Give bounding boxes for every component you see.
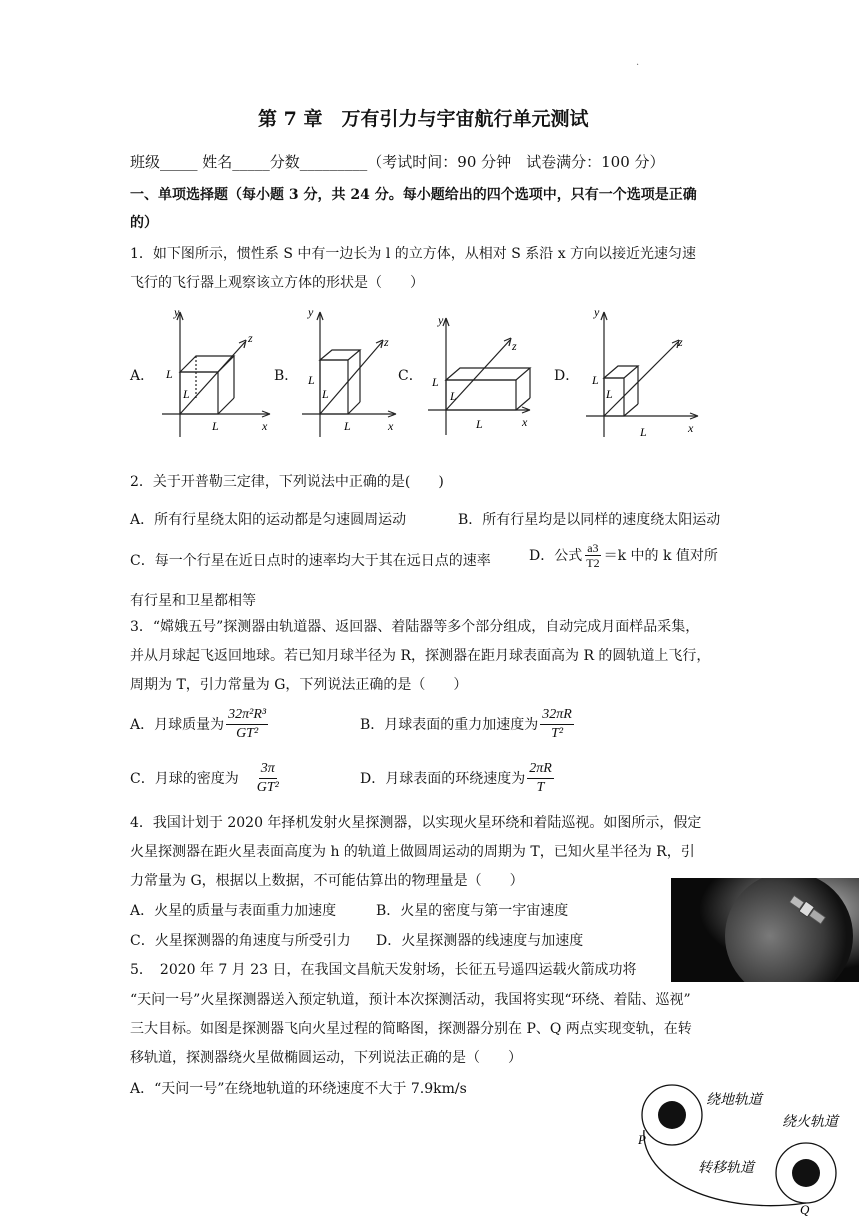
q1-figure-a [150, 302, 275, 442]
q3-option-a[interactable] [130, 706, 270, 743]
q3d-den: T [536, 780, 545, 795]
q1-option-b-label[interactable]: B． [274, 368, 299, 384]
q1c-l-depth: L [450, 389, 457, 403]
point-p-label: P [638, 1132, 646, 1147]
q3-option-a-text: A．月球质量为 [130, 716, 225, 733]
q2-option-d-cont: 有行星和卫星都相等 [130, 593, 256, 609]
q1b-l-depth: L [322, 387, 329, 401]
q2-kepler-fraction [584, 541, 601, 570]
q1d-l-depth: L [606, 387, 613, 401]
q2-option-d[interactable] [529, 541, 718, 570]
q2-option-c[interactable]: C．每一个行星在近日点时的速率均大于其在远日点的速率 [130, 553, 491, 569]
q1a-l-depth: L [183, 387, 190, 401]
q2-option-d-post: ＝k 中的 k 值对所 [603, 547, 718, 564]
q1c-l-label: L [432, 375, 439, 389]
q5-option-a[interactable]: A．“天问一号”在绕地轨道的环绕速度不大于 7.9km/s [130, 1081, 467, 1097]
q3-option-c-fraction [255, 760, 281, 797]
q5-stem-cont2: 三大目标。如图是探测器飞向火星过程的简略图，探测器分别在 P、Q 两点实现变轨，在转 [130, 1021, 692, 1037]
q1-figure-b [294, 302, 404, 442]
q1-figure-c [418, 310, 538, 440]
page-title: 第 7 章 万有引力与宇宙航行单元测试 [258, 108, 589, 130]
q1b-x-label: x [388, 419, 394, 433]
q2-frac-den: T2 [586, 556, 600, 570]
q1a-y-label: y [174, 305, 180, 319]
q2-option-b[interactable]: B．所有行星均是以同样的速度绕太阳运动 [458, 512, 721, 528]
q4-stem-cont2: 力常量为 G，根据以上数据，不可能估算出的物理量是（ ） [130, 873, 524, 889]
q1a-z-label: z [248, 331, 253, 345]
q5-stem: 5． 2020 年 7 月 23 日，在我国文昌航天发射场，长征五号遥四运载火箭成功将 [130, 962, 637, 978]
q3a-den: GT² [236, 726, 259, 741]
q1-stem: 1．如下图所示，惯性系 S 中有一边长为 l 的立方体，从相对 S 系沿 x 方向以接近光速匀速 [130, 246, 697, 262]
q2-stem: 2．关于开普勒三定律，下列说法中正确的是( ) [130, 474, 444, 490]
q3c-num: 3π [259, 760, 277, 779]
q1b-l-label: L [308, 373, 315, 387]
q4-option-a[interactable]: A．火星的质量与表面重力加速度 [130, 903, 337, 919]
q3-option-d-fraction [527, 760, 554, 797]
q2-option-a[interactable]: A．所有行星绕太阳的运动都是匀速圆周运动 [130, 512, 407, 528]
earth-orbit-label: 绕地轨道 [706, 1092, 762, 1108]
q1b-y-label: y [308, 305, 314, 319]
orbit-diagram [630, 1080, 860, 1216]
q3-option-c[interactable] [130, 760, 283, 797]
q5-stem-cont3: 移轨道，探测器绕火星做椭圆运动，下列说法正确的是（ ） [130, 1050, 522, 1066]
q1c-l-bottom: L [476, 417, 483, 431]
q3-option-b[interactable] [360, 706, 576, 743]
mars-orbit-label: 绕火轨道 [782, 1114, 838, 1130]
q1c-z-label: z [512, 339, 517, 353]
q5-stem-cont1: “天问一号”火星探测器送入预定轨道，预计本次探测活动，我国将实现“环绕、着陆、巡视” [130, 992, 691, 1008]
q3-stem-cont2: 周期为 T，引力常量为 G，下列说法正确的是（ ） [130, 677, 468, 693]
point-q-label: Q [800, 1202, 810, 1216]
q1-option-d-label[interactable]: D． [554, 368, 580, 384]
q3-stem-cont1: 并从月球起飞返回地球。若已知月球半径为 R，探测器在距月球表面高为 R 的圆轨道上飞行， [130, 648, 711, 664]
mars-icon [792, 1159, 820, 1187]
q4-option-c[interactable]: C．火星探测器的角速度与所受引力 [130, 933, 351, 949]
q1a-x-label: x [262, 419, 268, 433]
header-mark: · [636, 60, 640, 71]
q1c-x-label: x [522, 415, 528, 429]
q1c-y-label: y [438, 313, 444, 327]
q1d-x-label: x [688, 421, 694, 435]
q3d-num: 2πR [527, 760, 554, 779]
q3-stem: 3．“嫦娥五号”探测器由轨道器、返回器、着陆器等多个部分组成，自动完成月面样品采集， [130, 619, 700, 635]
q2-frac-num: a3 [587, 541, 599, 555]
q3-option-d-text: D．月球表面的环绕速度为 [360, 770, 526, 787]
q3-option-a-fraction [226, 706, 268, 743]
q1a-l-label: L [166, 367, 173, 381]
q3-option-b-fraction [540, 706, 574, 743]
q3-option-c-text: C．月球的密度为 [130, 770, 239, 787]
q4-option-d[interactable]: D．火星探测器的线速度与加速度 [376, 933, 584, 949]
q1d-l-bottom: L [640, 425, 647, 439]
q3c-den: GT² [256, 780, 279, 795]
mars-probe-image [671, 878, 859, 982]
q1a-l-bottom: L [212, 419, 219, 433]
earth-icon [658, 1101, 686, 1129]
q3-option-b-text: B．月球表面的重力加速度为 [360, 716, 539, 733]
q4-stem-cont1: 火星探测器在距火星表面高度为 h 的轨道上做圆周运动的周期为 T，已知火星半径为 R，引 [130, 844, 695, 860]
q1-stem-cont: 飞行的飞行器上观察该立方体的形状是（ ） [130, 275, 424, 291]
q1d-y-label: y [594, 305, 600, 319]
q4-stem: 4．我国计划于 2020 年择机发射火星探测器，以实现火星环绕和着陆巡视。如图所示，假定 [130, 815, 702, 831]
q1d-z-label: z [678, 335, 683, 349]
q1d-l-label: L [592, 373, 599, 387]
q1-option-c-label[interactable]: C． [398, 368, 423, 384]
q3-option-d[interactable] [360, 760, 556, 797]
q4-option-b[interactable]: B．火星的密度与第一宇宙速度 [376, 903, 569, 919]
q3a-num: 32π²R³ [226, 706, 268, 725]
info-line: 班级_____ 姓名_____分数_________（考试时间：90 分钟 试卷满分：100 分） [130, 153, 665, 171]
q3b-num: 32πR [540, 706, 574, 725]
q3b-den: T² [551, 726, 564, 741]
transfer-orbit-label: 转移轨道 [698, 1160, 754, 1176]
section1-heading-cont: 的） [130, 215, 158, 231]
q1-figure-d [578, 302, 700, 442]
q2-option-d-pre: D．公式 [529, 547, 583, 564]
q1b-l-bottom: L [344, 419, 351, 433]
q1-option-a-label[interactable]: A． [130, 368, 155, 384]
q1b-z-label: z [384, 335, 389, 349]
section1-heading: 一、单项选择题（每小题 3 分，共 24 分。每小题给出的四个选项中，只有一个选项是正确 [130, 187, 697, 203]
